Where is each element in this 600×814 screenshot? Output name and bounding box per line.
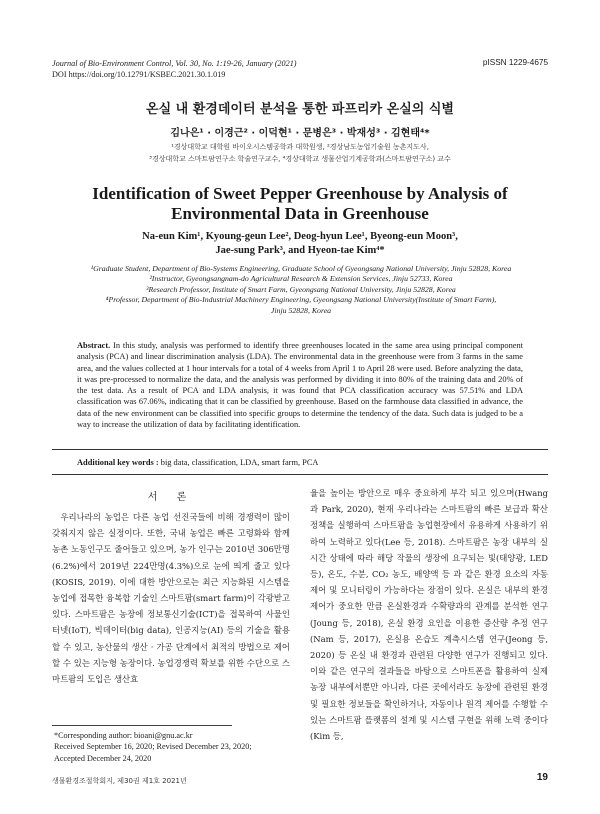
- korean-affiliation-line: ¹경상대학교 대학원 바이오시스템공학과 대학원생, ²경상남도농업기술원 농촌지도사,: [171, 143, 429, 151]
- english-authors-line: Na-eun Kim¹, Kyoung-geun Lee², Deog-hyun Lee¹, Byeong-eun Moon³,: [142, 231, 458, 242]
- english-affiliation-line: ³Research Professor, Institute of Smart Farm, Gyeongsang National University, Jinju 52828, Korea: [146, 284, 456, 294]
- journal-header: [52, 58, 432, 80]
- english-affiliation-line: ²Instructor, Gyeongsangnam-do Agricultural Research & Extension Services, Jinju 52733, Korea: [149, 274, 453, 284]
- section-heading-introduction: 서 론: [147, 492, 195, 503]
- accepted-date: Accepted December 24, 2020: [54, 753, 152, 763]
- english-title: [60, 184, 540, 224]
- english-title-line: Identification of Sweet Pepper Greenhouse by Analysis of: [92, 184, 508, 203]
- english-affiliations: [66, 264, 536, 316]
- english-affiliation-line: ¹Graduate Student, Department of Bio-Systems Engineering, Graduate School of Gyeongsang National University, Jinju 52828, Korea: [90, 264, 512, 273]
- keywords: [77, 458, 523, 467]
- english-authors: [80, 230, 520, 258]
- page-number: 19: [536, 772, 548, 783]
- abstract: [77, 340, 523, 430]
- doi-link[interactable]: DOI https://doi.org/10.12791/KSBEC.2021.30.1.019: [52, 70, 226, 79]
- intro-paragraph-continued: 율을 높이는 방안으로 매우 중요하게 부각 되고 있으며(Hwang과 Park, 2020), 현재 우리나라는 스마트팜의 빠른 보급과 확산 정책을 실행하여 스마트팜을 농업현장에서 유용하게 사용하기 위하여 노력하고 있다(Lee 등, 2018). 스마트팜은 농장 내부의 실시간 상태에 따라 해당 작물의 생장에 요구되는 빛(태양광, LED 등), 온도, 수분, CO₂ 농도, 배양액 등 과 같은 환경 요소의 자동 제어 및 모니터링이 가능하다는 장점이 있다. 온실은 내부의 환경 제어가 중요한 만큼 온실환경과 수확량과의 관계를 분석한 연구(Joung 등, 2018), 온실 환경 요인을 이용한 증산량 추정 연구(Nam 등, 2017), 온실용 온습도 계측시스템 연구(Jeong 등, 2020) 등 온실 내 환경과 관련된 다양한 연구가 진행되고 있다. 이와 같은 연구의 결과들을 바탕으로 스마트폰을 활용하여 실제 농장 내부에서뿐만 아니라, 다른 곳에서라도 농장에 관련된 환경 및 필요한 정보들을 확인하거나, 자동이나 원격 제어를 수행할 수 있는 스마트팜 플랫폼의 설계 및 시스템 구현을 위해 노력 중이다(Kim 등,: [310, 488, 548, 742]
- correspondence: [52, 730, 292, 764]
- divider-top: [52, 449, 548, 450]
- abstract-label: Abstract.: [77, 341, 111, 350]
- footer-journal: 생물환경조절학회지, 제30권 제1호 2021년: [52, 777, 187, 785]
- intro-paragraph: 우리나라의 농업은 다른 농업 선진국들에 비해 경쟁력이 많이 갖춰지지 않은 실정이다. 또한, 국내 농업은 빠른 고령화와 함께 농촌 노동인구도 줄어들고 있으며, 농가 인구는 2010년 306만명(6.2%)에서 2019년 224만명(4.3%)으로 눈에 띄게 줄고 있다(KOSIS, 2019). 이에 대한 방안으로는 최근 지능화된 시스템을 농업에 접목한 융복합 기술인 스마트팜(smart farm)이 각광받고 있다. 스마트팜은 농장에 정보통신기술(ICT)을 접목하여 사물인터넷(IoT), 빅데이터(big data), 인공지능(AI) 등의 기술을 활용할 수 있고, 농산물의 생산 · 가공 단계에서 최적의 방법으로 제어할 수 있는 지능형 농장이다. 농업경쟁력 확보를 위한 수단으로 스마트팜의 도입은 생산효: [52, 512, 290, 685]
- english-affiliation-line: Jinju 52828, Korea: [270, 305, 332, 315]
- korean-affiliation-line: ³경상대학교 스마트팜연구소 학술연구교수, ⁴경상대학교 생물산업기계공학과(스마트팜연구소) 교수: [149, 155, 451, 163]
- footnote-rule: [52, 725, 232, 726]
- keywords-label: Additional key words :: [77, 458, 159, 467]
- body-column-left: [52, 509, 290, 687]
- received-date: Received September 16, 2020; Revised December 23, 2020;: [54, 742, 252, 752]
- english-affiliation-line: ⁴Professor, Department of Bio-Industrial Machinery Engineering, Gyeongsang National University(Institute of Smart Farm),: [105, 295, 497, 305]
- english-authors-line: Jae-sung Park³, and Hyeon-tae Kim⁴*: [215, 245, 385, 256]
- english-title-line: Environmental Data in Greenhouse: [171, 204, 429, 223]
- keywords-text: big data, classification, LDA, smart farm, PCA: [160, 458, 319, 467]
- divider-bottom: [52, 474, 548, 475]
- korean-affiliations: [40, 141, 560, 165]
- issn-label: pISSN 1229-4675: [482, 58, 548, 67]
- journal-citation: Journal of Bio-Environment Control, Vol. 30, No. 1:19-26, January (2021): [52, 59, 297, 68]
- corresponding-author: *Corresponding author: bioani@gnu.ac.kr: [54, 731, 193, 740]
- abstract-text: In this study, analysis was performed to identify three greenhouses located in the same area using principal component analysis (PCA) and linear discrimination analysis (LDA). The environmental data in the greenhouse were from 3 farms in the same area, and the values collected at 1 hour intervals for a total of 4 weeks from April 1 to April 28 were used. Before analyzing the data, it was pre-processed to normalize the data, and the analysis was performed by dividing it into 80% of the training data and 20% of the test data. As a result of PCA and LDA analysis, it was found that PCA classification accuracy was 57.51% and LDA classification was 67.06%, indicating that it can be classified by greenhouse. Based on the farmhouse data classified in advance, the data of the new environment can be classified into specific groups to determine the tendency of the data. Such data is judged to be a way to increase the utilization of data by facilitating identification.: [77, 341, 523, 430]
- body-column-right: [310, 485, 548, 744]
- korean-title: 온실 내 환경데이터 분석을 통한 파프리카 온실의 식별: [146, 102, 454, 117]
- korean-authors: 김나은¹ · 이경근² · 이덕현¹ · 문병은³ · 박재성³ · 김현태⁴*: [170, 128, 430, 139]
